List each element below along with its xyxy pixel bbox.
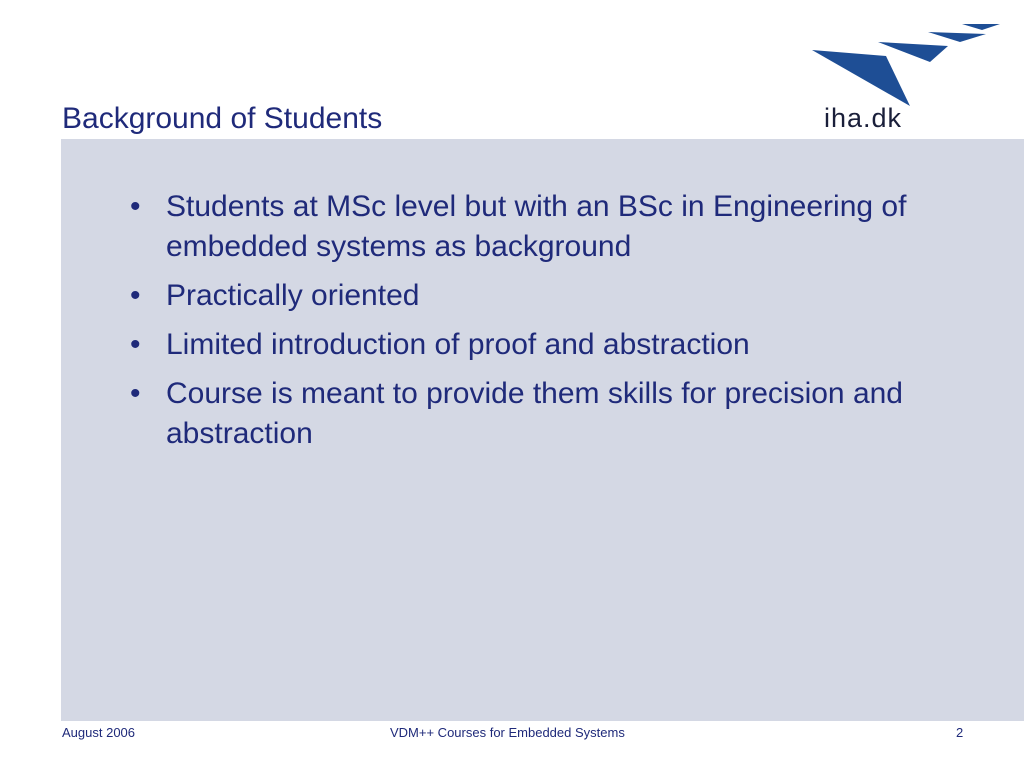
bullet-marker: •	[130, 279, 141, 312]
footer-course-title: VDM++ Courses for Embedded Systems	[390, 725, 625, 740]
bullet-text: Practically oriented	[166, 279, 420, 312]
footer-date: August 2006	[62, 725, 136, 740]
content-area	[61, 139, 1024, 721]
bullet-text: Course is meant to provide them skills for precision and abstraction	[166, 377, 903, 450]
list-item	[127, 276, 1007, 316]
iha-swoosh-logo-icon	[808, 20, 1004, 110]
list-item	[127, 325, 1007, 365]
slide-title: Background of Students	[62, 102, 383, 135]
bullet-text: Students at MSc level but with an BSc in Engineering of embedded systems as background	[166, 190, 907, 263]
list-item	[127, 374, 1007, 454]
bullet-marker: •	[130, 190, 141, 223]
page-number: 2	[956, 725, 964, 740]
logo-text: iha.dk	[824, 103, 903, 133]
iha-logo	[808, 20, 1004, 134]
bullet-list	[127, 187, 1007, 463]
bullet-marker: •	[130, 377, 141, 410]
bullet-text: Limited introduction of proof and abstraction	[166, 328, 750, 361]
list-item	[127, 187, 1007, 267]
bullet-marker: •	[130, 328, 141, 361]
